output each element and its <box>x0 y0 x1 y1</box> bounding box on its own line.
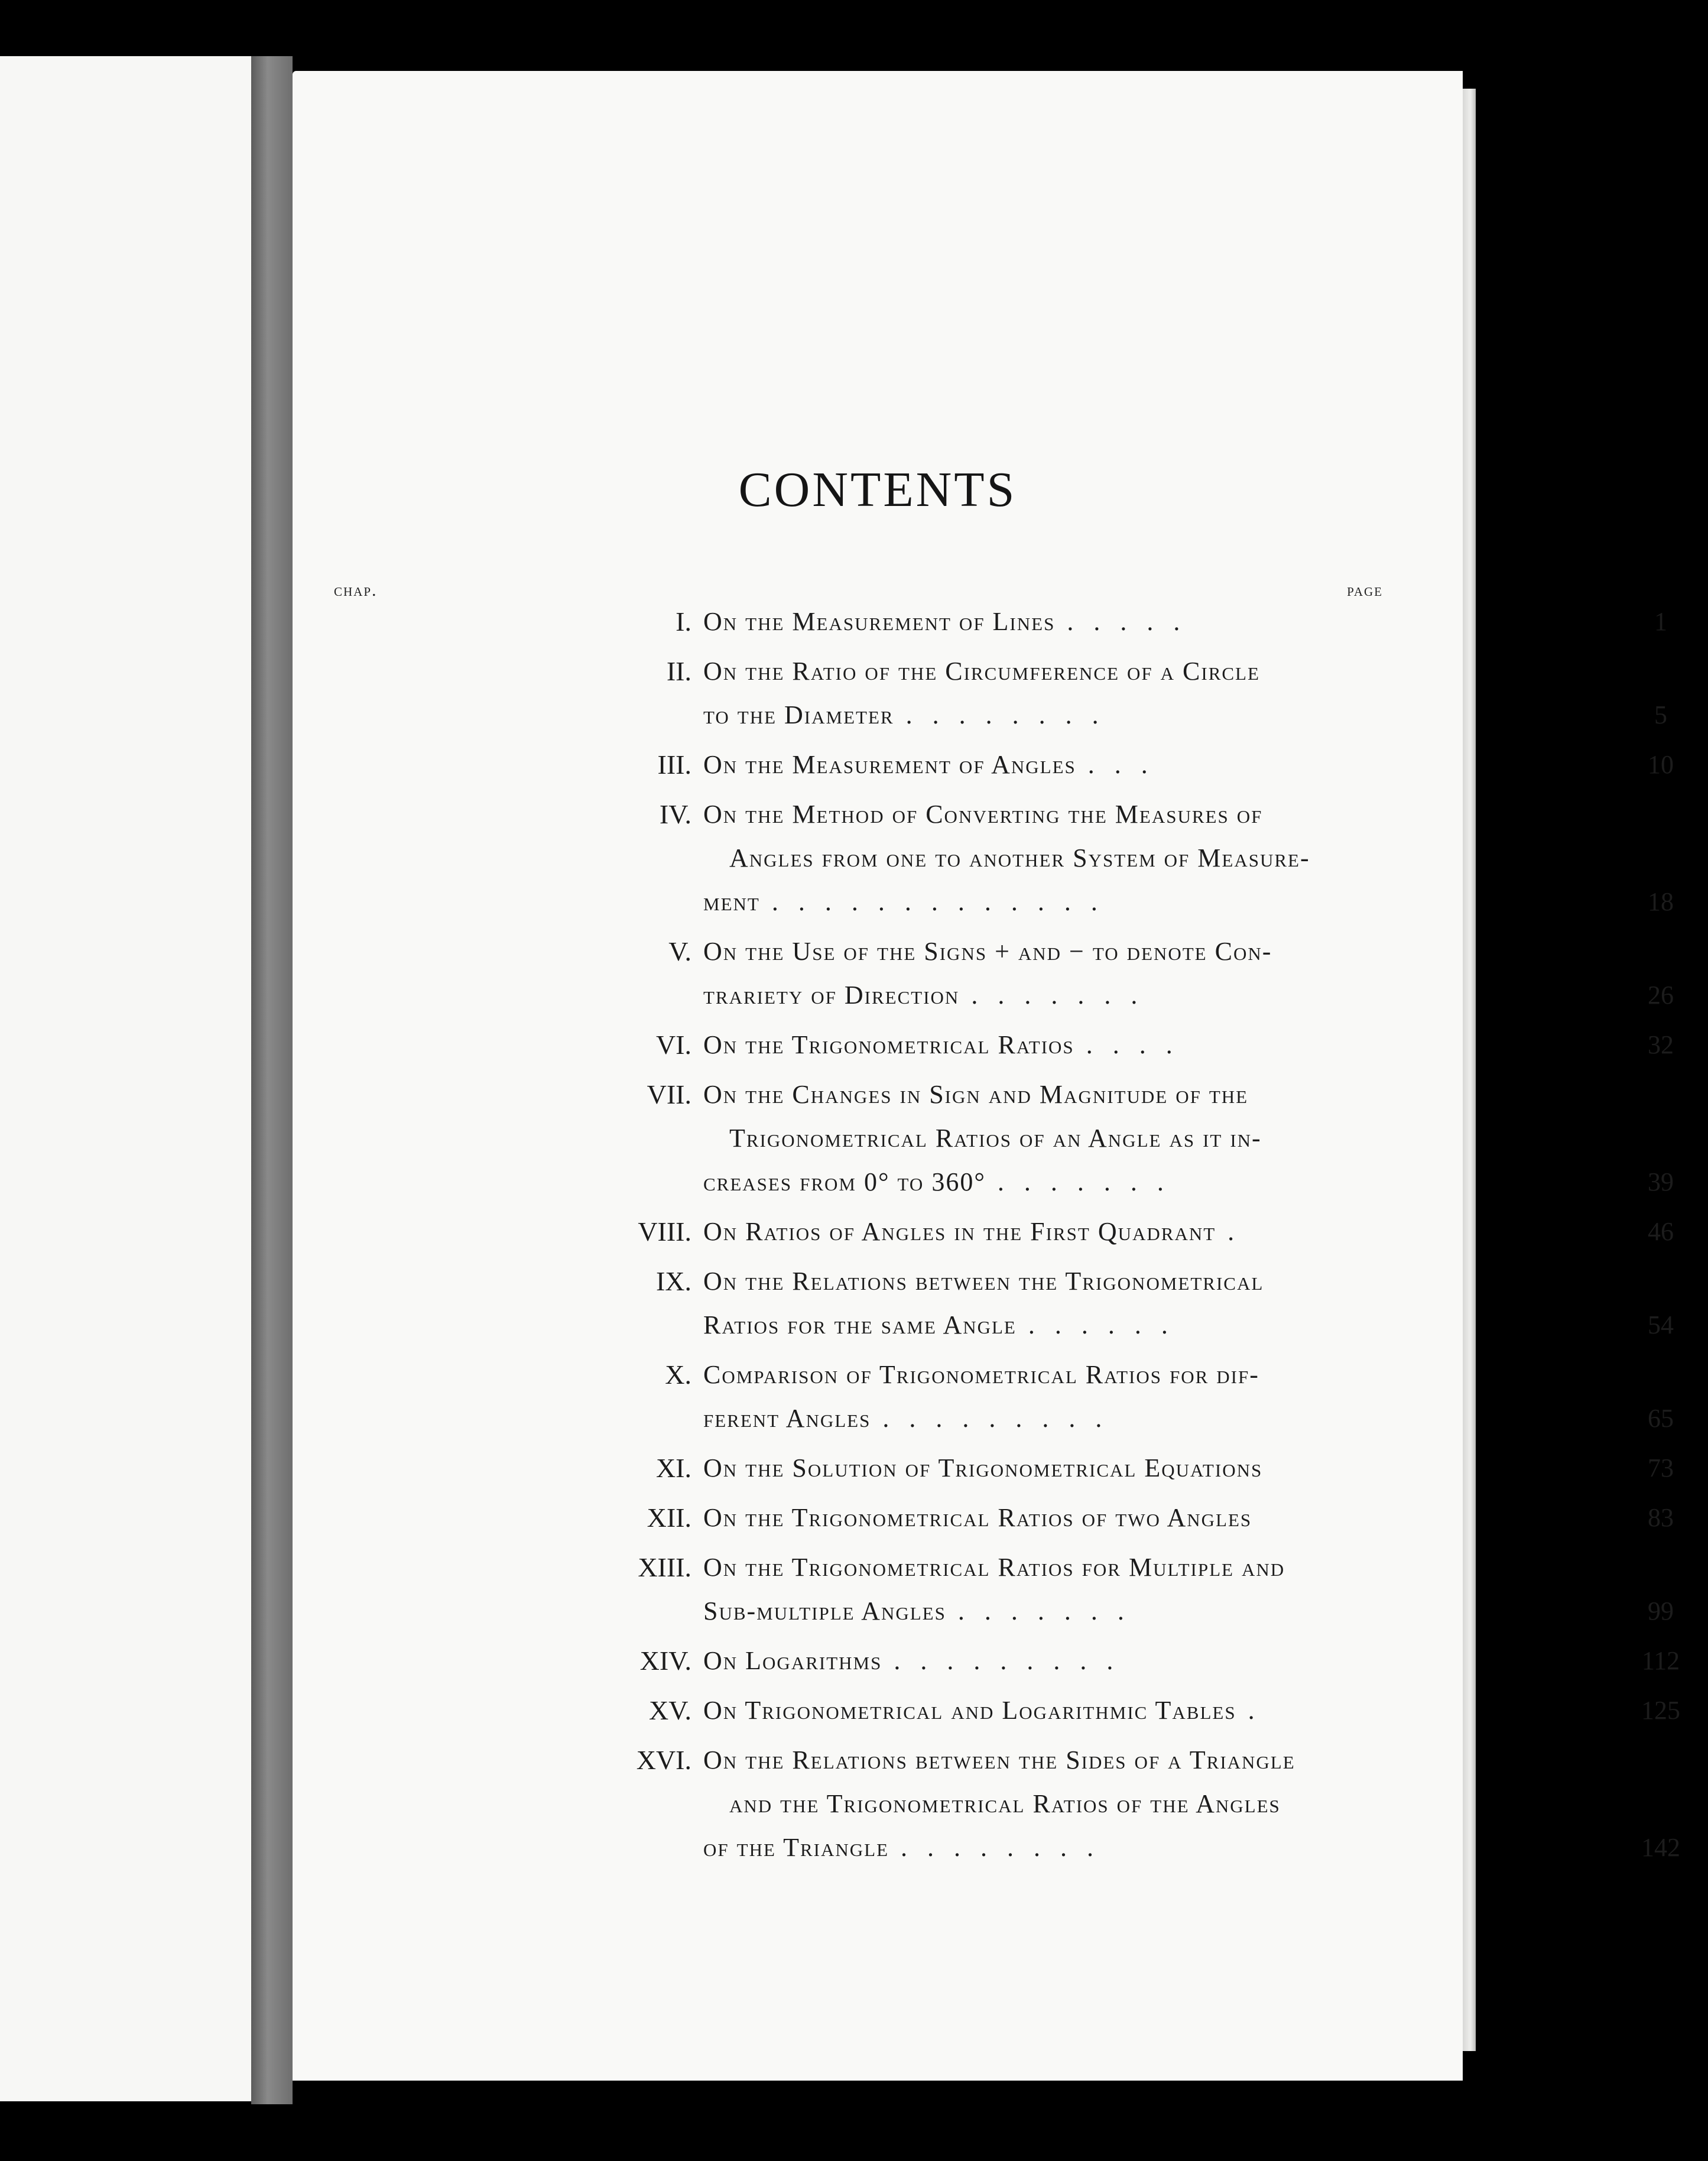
dot-leader: . <box>1248 1696 1275 1725</box>
toc-entry <box>293 1446 1674 1490</box>
chapter-title-line: On the Solution of Trigonometrical Equations <box>703 1453 1263 1482</box>
chapter-title-line: Ratios for the same Angle <box>703 1310 1017 1339</box>
chapter-title <box>703 1023 1674 1067</box>
dot-leader: ....... <box>997 1167 1184 1196</box>
chapter-number: I. <box>676 606 691 637</box>
chapter-title <box>703 743 1674 787</box>
dot-leader: ......... <box>894 1646 1134 1675</box>
dot-leader: ....... <box>971 981 1158 1010</box>
chapter-number: XVI. <box>636 1745 691 1775</box>
chapter-title-line: On Logarithms <box>703 1646 882 1675</box>
dot-leader: ............. <box>771 887 1118 916</box>
chapter-number: III. <box>657 749 691 780</box>
chapter-number: V. <box>668 936 691 966</box>
toc-entry <box>293 930 1674 1017</box>
toc-entry <box>293 1073 1674 1204</box>
page-number: 18 <box>1648 887 1674 916</box>
chapter-title-line: On the Relations between the Sides of a Triangle <box>703 1745 1295 1774</box>
chapter-title-line: Comparison of Trigonometrical Ratios for dif- <box>703 1360 1259 1389</box>
chapter-title-line: On the Measurement of Angles <box>703 750 1076 779</box>
chapter-title <box>703 1446 1674 1490</box>
page-number: 65 <box>1648 1404 1674 1433</box>
page-number: 99 <box>1648 1597 1674 1625</box>
page-title: CONTENTS <box>738 462 1017 517</box>
toc-entry <box>293 600 1667 644</box>
book-gutter <box>251 56 293 2104</box>
chapter-title-line: On Trigonometrical and Logarithmic Tables <box>703 1696 1236 1725</box>
chapter-title-line: On the Relations between the Trigonometrical <box>703 1267 1264 1296</box>
chapter-number: VII. <box>647 1079 691 1109</box>
dot-leader: ........ <box>905 700 1119 729</box>
chapter-title-line: trariety of Direction <box>703 981 960 1010</box>
chapter-number: VI. <box>655 1030 691 1060</box>
facing-page <box>0 56 251 2101</box>
page-number: 54 <box>1648 1310 1674 1339</box>
dot-leader: ....... <box>957 1597 1144 1625</box>
chapter-title-line: to the Diameter <box>703 700 894 729</box>
chapter-title-line: On the Measurement of Lines <box>703 607 1056 636</box>
chapter-title-line: ment <box>703 887 760 916</box>
chapter-title-line: On the Changes in Sign and Magnitude of the <box>703 1080 1249 1109</box>
chapter-number: IV. <box>659 799 691 829</box>
toc-entry <box>293 1260 1674 1347</box>
chapter-title-line: Sub-multiple Angles <box>703 1597 946 1625</box>
chapter-title-line: On the Method of Converting the Measures of <box>703 800 1263 829</box>
dot-leader: ... <box>1087 750 1168 779</box>
page-column-header: page <box>1347 580 1383 600</box>
toc-entry <box>293 743 1674 787</box>
chapter-number: IX. <box>655 1266 691 1296</box>
chapter-title <box>703 1496 1674 1540</box>
page-number: 39 <box>1648 1167 1674 1196</box>
chapter-number: XIII. <box>638 1552 691 1582</box>
chapter-title <box>703 1738 1680 1870</box>
chapter-title-line: and the Trigonometrical Ratios of the Angles <box>729 1789 1281 1818</box>
toc-entry <box>293 650 1667 737</box>
page-number: 142 <box>1641 1833 1680 1862</box>
chapter-title-line: On the Use of the Signs + and − to denote Con- <box>703 937 1272 966</box>
page-number: 112 <box>1641 1646 1680 1675</box>
chapter-number: XI. <box>655 1453 691 1483</box>
chapter-number: XII. <box>647 1503 691 1533</box>
page-number: 32 <box>1648 1030 1674 1059</box>
toc-entry <box>293 1639 1680 1683</box>
page-number: 46 <box>1648 1217 1674 1246</box>
chapter-title <box>703 1353 1674 1440</box>
page-number: 26 <box>1648 981 1674 1010</box>
toc-entry <box>293 1023 1674 1067</box>
chapter-number: XIV. <box>639 1646 691 1676</box>
chapter-title-line: On the Trigonometrical Ratios <box>703 1030 1074 1059</box>
chapter-column-header: chap. <box>334 580 378 600</box>
table-of-contents <box>293 600 1680 1870</box>
dot-leader: ........ <box>901 1833 1114 1862</box>
page-number: 73 <box>1648 1453 1674 1482</box>
toc-entry <box>293 1496 1674 1540</box>
chapter-number: VIII. <box>638 1216 691 1247</box>
chapter-title <box>703 1210 1674 1254</box>
dot-leader: . <box>1228 1217 1255 1246</box>
chapter-title-line: ferent Angles <box>703 1404 871 1433</box>
chapter-title-line: Trigonometrical Ratios of an Angle as it in- <box>729 1124 1262 1153</box>
toc-entry <box>293 1546 1674 1633</box>
chapter-title <box>703 1260 1674 1347</box>
chapter-title <box>703 793 1674 924</box>
page-number: 125 <box>1641 1696 1680 1725</box>
page-edge <box>1463 89 1476 2051</box>
page-number: 83 <box>1648 1503 1674 1532</box>
chapter-title-line: On Ratios of Angles in the First Quadrant <box>703 1217 1216 1246</box>
chapter-title <box>703 1639 1680 1683</box>
toc-entry <box>293 1353 1674 1440</box>
dot-leader: .... <box>1086 1030 1193 1059</box>
toc-entry <box>293 1738 1680 1870</box>
chapter-title-line: On the Trigonometrical Ratios for Multiple and <box>703 1553 1285 1582</box>
page-number: 10 <box>1648 750 1674 779</box>
chapter-title <box>703 650 1667 737</box>
chapter-title-line: creases from 0° to 360° <box>703 1167 986 1196</box>
chapter-title <box>703 600 1667 644</box>
chapter-number: II. <box>666 656 691 686</box>
chapter-title-line: On the Ratio of the Circumference of a Circle <box>703 657 1260 686</box>
chapter-title-line: On the Trigonometrical Ratios of two Angles <box>703 1503 1252 1532</box>
dot-leader: ...... <box>1028 1310 1188 1339</box>
dot-leader: ..... <box>1067 607 1200 636</box>
page-number: 1 <box>1654 607 1667 636</box>
chapter-title-line: Angles from one to another System of Measure- <box>729 843 1310 872</box>
chapter-number: XV. <box>648 1695 691 1725</box>
chapter-title <box>703 1546 1674 1633</box>
page-number: 5 <box>1654 700 1667 729</box>
chapter-title <box>703 930 1674 1017</box>
chapter-number: X. <box>665 1359 691 1390</box>
dot-leader: ......... <box>882 1404 1122 1433</box>
toc-entry <box>293 1689 1680 1732</box>
contents-page <box>293 71 1680 2081</box>
toc-entry <box>293 1210 1674 1254</box>
toc-entry <box>293 793 1674 924</box>
chapter-title <box>703 1073 1674 1204</box>
chapter-title-line: of the Triangle <box>703 1833 889 1862</box>
chapter-title <box>703 1689 1680 1732</box>
